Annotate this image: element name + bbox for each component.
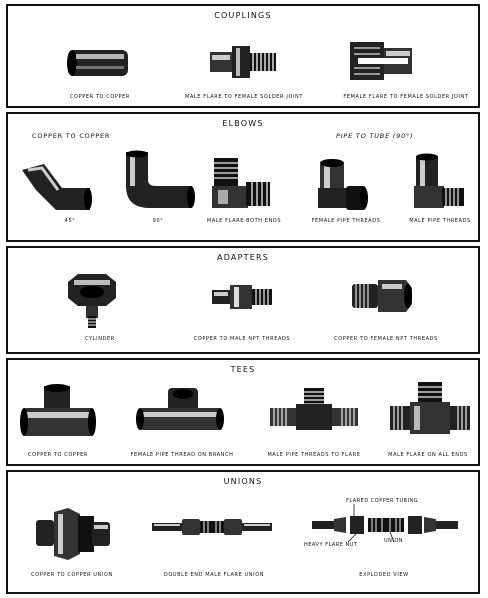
coupling-caption-1: COPPER TO COPPER	[70, 94, 130, 100]
couplings-title: COUPLINGS	[214, 11, 272, 20]
elbow-caption-4: FEMALE PIPE THREADS	[311, 218, 381, 224]
callout-flared-tubing: FLARED COPPER TUBING	[346, 498, 419, 504]
union-caption-1: COPPER TO COPPER UNION	[31, 572, 113, 578]
couplings-panel	[6, 4, 480, 108]
union-caption-2: DOUBLE END MALE FLARE UNION	[163, 572, 265, 578]
adapters-panel	[6, 246, 480, 354]
tee-caption-4: MALE FLARE ON ALL ENDS	[388, 452, 468, 458]
male-npt-adapter-icon	[210, 282, 274, 312]
male-flare-tee-icon	[266, 386, 362, 434]
elbows-subhead-right: PIPE TO TUBE (90°)	[336, 132, 414, 140]
adapter-caption-2: COPPER TO MALE NPT THREADS	[193, 336, 291, 342]
elbow-90-icon	[120, 150, 196, 212]
adapter-caption-1: CYLINDER	[85, 336, 115, 342]
elbows-subhead-left: COPPER TO COPPER	[32, 132, 111, 140]
female-branch-tee-icon	[134, 386, 226, 436]
female-pipe-elbow-icon	[314, 158, 370, 212]
callout-flare-nut: HEAVY FLARE NUT	[304, 542, 358, 548]
exploded-union-icon	[310, 510, 460, 540]
elbow-45-icon	[18, 160, 92, 214]
unions-panel	[6, 470, 480, 594]
coupling-caption-3: FEMALE FLARE TO FEMALE SOLDER JOINT	[343, 94, 469, 100]
elbows-panel	[6, 112, 480, 242]
elbow-caption-3: MALE FLARE BOTH ENDS	[206, 218, 282, 224]
coupling-caption-2: MALE FLARE TO FEMALE SOLDER JOINT	[184, 94, 304, 100]
tees-title: TEES	[230, 365, 256, 374]
copper-tee-icon	[18, 384, 98, 442]
tee-caption-3: MALE PIPE THREADS TO FLARE	[267, 452, 361, 458]
flare-solder-coupling-icon	[208, 40, 280, 84]
female-flare-coupling-icon	[348, 38, 414, 84]
double-flare-union-icon	[150, 516, 274, 538]
elbows-title: ELBOWS	[222, 119, 264, 128]
tees-panel	[6, 358, 480, 466]
tee-caption-1: COPPER TO COPPER	[28, 452, 88, 458]
cylinder-adapter-icon	[62, 272, 122, 332]
adapter-caption-3: COPPER TO FEMALE NPT THREADS	[334, 336, 438, 342]
union-caption-3: EXPLODED VIEW	[359, 572, 409, 578]
unions-title: UNIONS	[223, 477, 263, 486]
copper-union-icon	[34, 506, 112, 562]
elbow-caption-1: 45°	[64, 218, 76, 224]
elbow-caption-5: MALE PIPE THREADS	[409, 218, 471, 224]
straight-coupling-icon	[66, 44, 130, 84]
callout-union: UNION	[384, 538, 404, 544]
flare-all-tee-icon	[388, 380, 472, 440]
tee-caption-2: FEMALE PIPE THREAD ON BRANCH	[130, 452, 234, 458]
elbow-caption-2: 90°	[152, 218, 164, 224]
male-pipe-elbow-icon	[410, 154, 466, 212]
female-npt-adapter-icon	[350, 276, 416, 316]
adapters-title: ADAPTERS	[217, 253, 269, 262]
male-flare-elbow-icon	[210, 156, 272, 212]
